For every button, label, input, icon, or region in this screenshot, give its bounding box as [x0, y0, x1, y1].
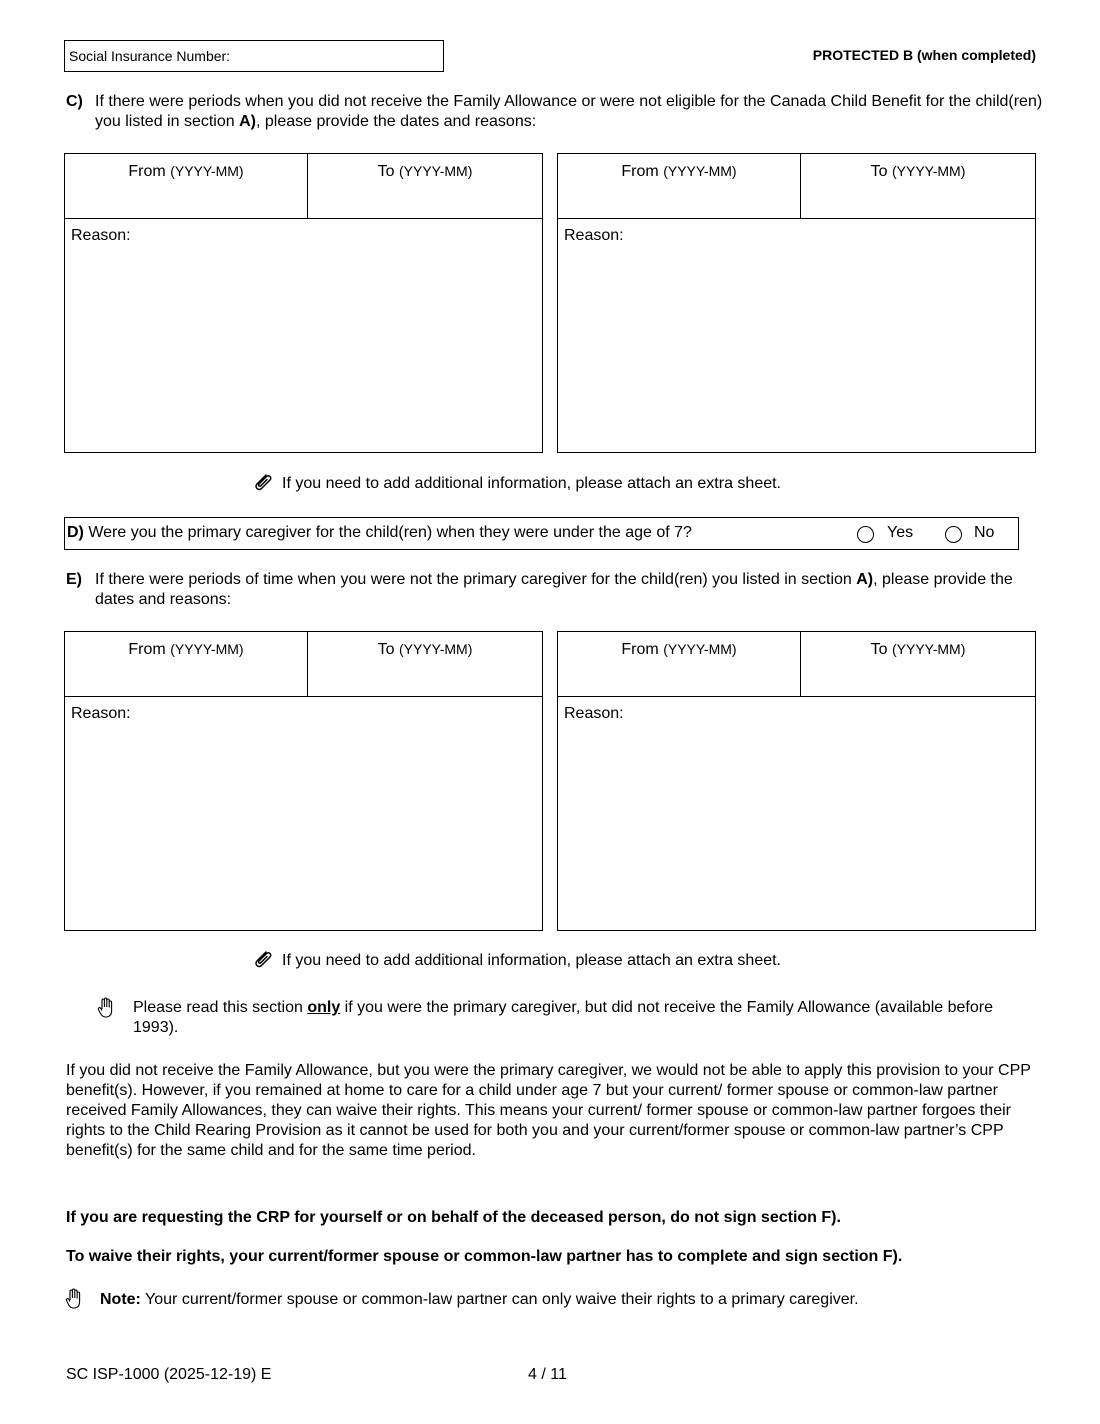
- yes-label: Yes: [887, 524, 914, 541]
- from-date-field[interactable]: [65, 154, 308, 218]
- section-c-instructions: [66, 92, 1046, 132]
- from-label: From: [128, 641, 166, 658]
- from-date-field[interactable]: [65, 632, 308, 696]
- read-section-note: [133, 998, 993, 1038]
- section-c-table-2: [557, 153, 1036, 453]
- to-label: To: [870, 641, 888, 658]
- from-date-field[interactable]: [558, 154, 801, 218]
- to-label: To: [377, 641, 395, 658]
- reason-field[interactable]: [65, 696, 542, 930]
- section-c-ref: A): [239, 113, 256, 130]
- section-e-instructions: [66, 570, 1046, 610]
- from-date-field[interactable]: [558, 632, 801, 696]
- sin-field[interactable]: [64, 40, 444, 72]
- to-label: To: [870, 163, 888, 180]
- reason-label: Reason:: [71, 705, 131, 722]
- section-d-question: [67, 524, 692, 542]
- section-e-ref: A): [856, 571, 874, 588]
- reason-field[interactable]: [558, 696, 1035, 930]
- from-label: From: [128, 163, 166, 180]
- to-unit: (YYYY-MM): [891, 163, 966, 179]
- to-date-field[interactable]: [801, 154, 1035, 227]
- from-unit: (YYYY-MM): [663, 163, 737, 179]
- table-header: [65, 632, 542, 697]
- no-label: No: [974, 524, 995, 541]
- reason-label: Reason:: [71, 227, 131, 244]
- reason-field[interactable]: [65, 218, 542, 452]
- table-header: [558, 154, 1035, 219]
- attach-note-text: If you need to add additional information, please attach an extra sheet.: [282, 952, 781, 969]
- to-label: To: [377, 163, 395, 180]
- reason-label: Reason:: [564, 705, 624, 722]
- to-date-field[interactable]: [308, 632, 542, 705]
- attach-note: [252, 472, 781, 493]
- reason-field[interactable]: [558, 218, 1035, 452]
- note-text: Your current/former spouse or common-law partner can only waive their rights to a primary caregiver.: [140, 1291, 859, 1308]
- from-label: From: [621, 163, 659, 180]
- section-e-letter: E): [66, 571, 82, 588]
- page-number: 4 / 11: [528, 1366, 567, 1383]
- section-e-table-1: [64, 631, 543, 931]
- from-label: From: [621, 641, 659, 658]
- reason-label: Reason:: [564, 227, 624, 244]
- section-c-text-end: , please provide the dates and reasons:: [255, 113, 537, 130]
- waive-rights-instruction: To waive their rights, your current/former spouse or common-law partner has to complete and sign section F).: [66, 1248, 903, 1265]
- section-d-letter: D): [67, 524, 84, 541]
- to-date-field[interactable]: [801, 632, 1035, 705]
- paperclip-icon: [252, 949, 274, 969]
- read-note-text: Please read this section: [133, 999, 308, 1016]
- to-unit: (YYYY-MM): [398, 163, 473, 179]
- yes-radio[interactable]: [857, 526, 874, 543]
- no-radio[interactable]: [945, 526, 962, 543]
- attach-note-text: If you need to add additional information, please attach an extra sheet.: [282, 475, 781, 492]
- section-c-letter: C): [66, 93, 83, 110]
- section-d-box: [64, 517, 1019, 550]
- to-date-field[interactable]: [308, 154, 542, 227]
- section-c-table-1: [64, 153, 543, 453]
- hand-icon: [64, 1288, 84, 1310]
- to-unit: (YYYY-MM): [398, 641, 473, 657]
- from-unit: (YYYY-MM): [663, 641, 737, 657]
- note: [100, 1290, 1050, 1310]
- hand-icon: [96, 997, 116, 1019]
- read-note-emphasis: only: [307, 999, 341, 1016]
- from-unit: (YYYY-MM): [170, 163, 244, 179]
- section-e-text-end: , please provide the dates and reasons:: [95, 571, 1013, 608]
- section-e-text: If there were periods of time when you were not the primary caregiver for the child(ren) you listed in section: [95, 571, 857, 588]
- sin-label: Social Insurance Number:: [69, 48, 231, 64]
- section-c-text: If there were periods when you did not receive the Family Allowance or were not eligible for the Canada Child Benefit for the child(ren) you listed in section: [95, 93, 1043, 130]
- from-unit: (YYYY-MM): [170, 641, 244, 657]
- section-e-table-2: [557, 631, 1036, 931]
- note-label: Note:: [100, 1291, 141, 1308]
- attach-note: [252, 949, 781, 970]
- to-unit: (YYYY-MM): [891, 641, 966, 657]
- table-header: [65, 154, 542, 219]
- read-note-text-end: if you were the primary caregiver, but did not receive the Family Allowance (available before 1993).: [133, 999, 993, 1036]
- paperclip-icon: [252, 472, 274, 492]
- crp-sign-instruction: If you are requesting the CRP for yourself or on behalf of the deceased person, do not sign section F).: [66, 1209, 841, 1226]
- explanation-paragraph: If you did not receive the Family Allowance, but you were the primary caregiver, we would not be able to apply this provision to your CPP benefit(s). However, if you remained at home to care for a child under age 7 but your current/ former spouse or common-law partner received Family Allowances, they can waive their rights. This means your current/ former spouse or common-law partner forgoes their rights to the Child Rearing Provision as it cannot be used for both you and your current/former spouse or common-law partner’s CPP benefit(s) for the same child and for the same time period.: [66, 1062, 1031, 1159]
- form-id: SC ISP-1000 (2025-12-19) E: [66, 1366, 272, 1383]
- protected-label: PROTECTED B (when completed): [812, 47, 1036, 63]
- section-d-text: Were you the primary caregiver for the child(ren) when they were under the age of 7?: [88, 524, 692, 541]
- table-header: [558, 632, 1035, 697]
